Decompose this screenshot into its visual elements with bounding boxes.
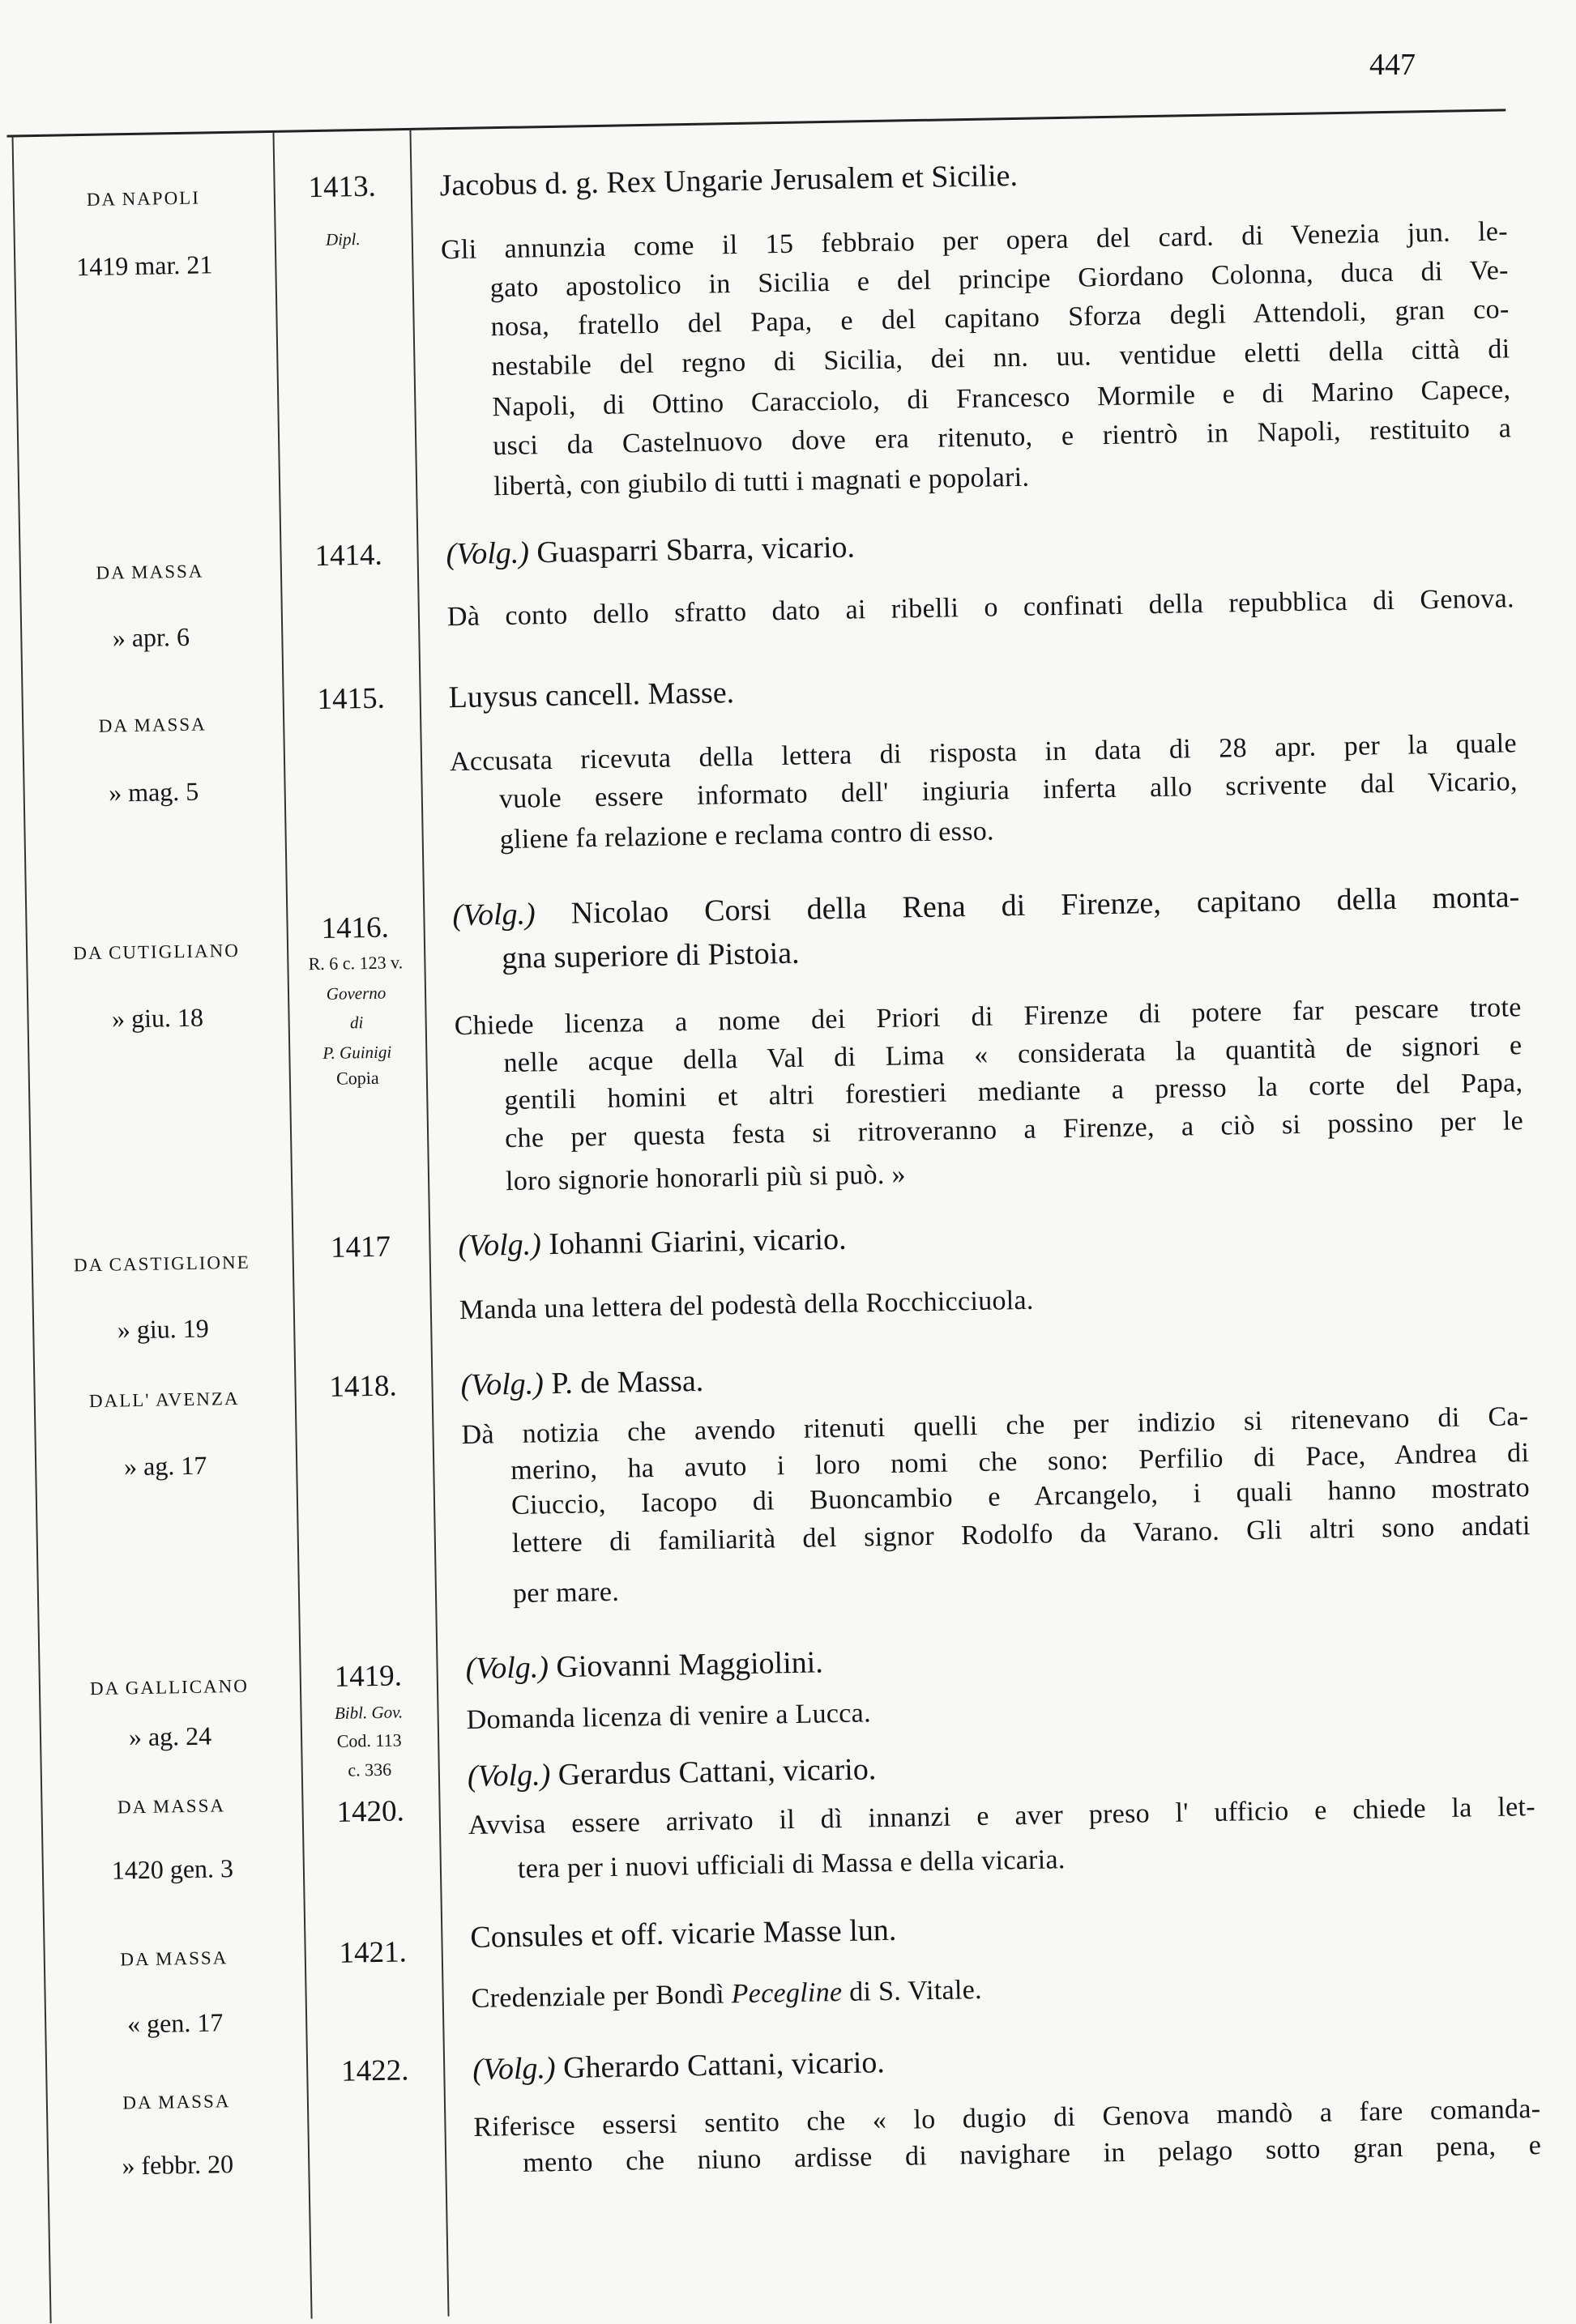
column-divider-date: [272, 132, 312, 2319]
column-divider-left: [12, 136, 52, 2323]
entry-reference: Cod. 113: [336, 1729, 402, 1751]
entry-header: [446, 527, 855, 574]
entry-date: » ag. 24: [128, 1721, 212, 1752]
entry-text-line: per mare.: [512, 1576, 620, 1610]
entry-number: 1416.: [321, 910, 390, 946]
entry-text-line: Ciuccio, Iacopo di Buoncambio e Arcangelo, i quali hanno mostrato: [510, 1473, 1531, 1521]
entry-place: DA MASSA: [98, 714, 207, 736]
entry-header-name: Nicolao Corsi della Rena di Firenze, capitano della monta-: [570, 880, 1520, 931]
entry-text-line: Gli annunzia come il 15 febbraio per opera del card. di Venezia jun. le-: [440, 216, 1509, 266]
entry-place: DA CUTIGLIANO: [73, 940, 241, 964]
entry-date: 1420 gen. 3: [111, 1853, 234, 1885]
entry-text-line: Riferisce essersi sentito che « lo dugio di Genova mandò a fare comanda-: [473, 2093, 1541, 2143]
entry-text-line: Manda una lettera del podestà della Rocchicciuola.: [459, 1285, 1034, 1326]
entry-header-name: Giovanni Maggiolini.: [556, 1645, 824, 1685]
entry-text-line: Accusata ricevuta della lettera di risposta in data di 28 apr. per la quale: [449, 728, 1518, 778]
entry-text-line: usci da Castelnuovo dove era ritenuto, e rientrò in Napoli, restituito a: [492, 413, 1512, 462]
entry-text-line: vuole essere informato dell' ingiuria inferta allo scrivente dal Vicario,: [498, 766, 1518, 815]
header-rule: [6, 109, 1506, 137]
entry-header: Jacobus d. g. Rex Ungarie Jerusalem et Sicilie.: [439, 158, 1019, 203]
entry-reference: Governo: [326, 983, 387, 1004]
entry-text-line: Chiede licenza a nome dei Priori di Firenze di potere far pescare trote: [454, 992, 1522, 1042]
entry-place: DA GALLICANO: [89, 1675, 250, 1699]
entry-place: DA NAPOLI: [86, 187, 201, 210]
entry-number: 1417: [330, 1230, 391, 1264]
entry-header-name: Gerardus Cattani, vicario.: [557, 1752, 877, 1793]
entry-text-line: gliene fa relazione e reclama contro di esso.: [499, 816, 995, 855]
column-divider-number: [409, 130, 449, 2317]
entry-text-line: Dà conto dello sfratto dato ai ribelli o confinati della repubblica di Genova.: [446, 583, 1515, 633]
entry-number: 1419.: [334, 1659, 403, 1694]
entry-reference: di: [349, 1013, 364, 1033]
entry-text-line: Napoli, di Ottino Caracciolo, di Francesco Mormile e di Marino Capece,: [492, 374, 1511, 423]
entry-header: [472, 2043, 885, 2089]
volg-label: (Volg.): [452, 897, 536, 933]
entry-text-line: Avvisa essere arrivato il dì innanzi e aver preso l' ufficio e chiede la let-: [468, 1792, 1536, 1841]
entry-header: [465, 1643, 823, 1688]
entry-date: » ag. 17: [123, 1450, 207, 1482]
entry-header-name: Gherardo Cattani, vicario.: [562, 2045, 886, 2086]
entry-text-line: che per questa festa si ritroveranno a Firenze, a ciò si possino per le: [504, 1106, 1524, 1154]
page-number: 447: [1369, 48, 1416, 82]
entry-number: 1414.: [314, 538, 383, 574]
entry-number: 1418.: [329, 1369, 397, 1404]
entry-header-name: Guasparri Sbarra, vicario.: [536, 530, 856, 570]
entry-number: 1420.: [336, 1794, 405, 1829]
entry-place: DA MASSA: [120, 1947, 228, 1970]
entry-text-line: gentili homini et altri forestieri mediante a presso la corte del Papa,: [504, 1068, 1523, 1116]
entry-date: » apr. 6: [112, 621, 190, 653]
entry-place: DA CASTIGLIONE: [73, 1252, 250, 1276]
text-part: Credenziale per Bondì: [471, 1979, 725, 2014]
entry-text-line: lettere di familiarità del signor Rodolfo da Varano. Gli altri sono andati: [511, 1511, 1531, 1559]
entry-reference: Copia: [335, 1067, 379, 1089]
entry-number: 1413.: [308, 169, 377, 205]
entry-text-line: libertà, con giubilo di tutti i magnati e popolari.: [493, 462, 1030, 502]
volg-label: (Volg.): [467, 1758, 551, 1794]
entry-text-line: Domanda licenza di venire a Lucca.: [466, 1698, 872, 1736]
volg-label: (Volg.): [460, 1367, 545, 1403]
entry-reference: c. 336: [348, 1759, 392, 1780]
entry-date: » febbr. 20: [122, 2149, 234, 2181]
text-part-italic: Pecegline: [731, 1976, 843, 2010]
entry-text-line: mento che niuno ardisse di navighare in pelago sotto gran pena, e: [522, 2130, 1542, 2178]
entry-header: Consules et off. vicarie Masse lun.: [470, 1913, 897, 1955]
entry-text-line: loro signorie honorarli più si può. »: [505, 1159, 907, 1197]
entry-header: Luysus cancell. Masse.: [448, 676, 735, 715]
entry-date: « gen. 17: [126, 2007, 224, 2039]
entry-header: [458, 1220, 847, 1265]
entry-reference: P. Guinigi: [322, 1042, 392, 1063]
entry-header-name: P. de Massa.: [550, 1363, 704, 1401]
entry-date: » giu. 19: [117, 1313, 209, 1345]
text-part: di S. Vitale.: [848, 1974, 983, 2007]
entry-text-line: Dà notizia che avendo ritenuti quelli che per indizio si ritenevano di Ca-: [461, 1401, 1529, 1451]
entry-place: DA MASSA: [96, 561, 204, 583]
entry-header: [468, 1750, 877, 1796]
entry-reference: Dipl.: [325, 229, 361, 249]
entry-text-line: nestabile del regno di Sicilia, dei nn. uu. ventidue eletti della città di: [491, 334, 1510, 382]
entry-text-line: merino, ha avuto i loro nomi che sono: Perfilio di Pace, Andrea di: [510, 1438, 1530, 1486]
volg-label: (Volg.): [446, 535, 530, 572]
entry-place: DALL' AVENZA: [88, 1388, 240, 1412]
entry-date: » mag. 5: [108, 776, 199, 808]
entry-date: 1419 mar. 21: [76, 249, 213, 282]
entry-number: 1415.: [317, 681, 386, 717]
entry-reference: Bibl. Gov.: [334, 1702, 404, 1723]
volg-label: (Volg.): [458, 1227, 542, 1264]
entry-number: 1422.: [340, 2053, 409, 2088]
entry-text-line: [471, 1961, 1539, 2019]
entry-place: DA MASSA: [122, 2091, 231, 2113]
entry-header-continuation: gna superiore di Pistoia.: [501, 936, 800, 976]
entry-header-name: Iohanni Giarini, vicario.: [548, 1222, 847, 1262]
entry-reference: R. 6 c. 123 v.: [308, 952, 404, 974]
entry-header: [460, 1362, 704, 1405]
volg-label: (Volg.): [465, 1650, 549, 1686]
entry-text-line: nosa, fratello del Papa, e del capitano Sforza degli Attendoli, gran co-: [490, 294, 1510, 343]
entry-text-line: gato apostolico in Sicilia e del principe Giordano Colonna, duca di Ve-: [489, 255, 1510, 304]
volg-label: (Volg.): [472, 2051, 556, 2087]
entry-text-line: tera per i nuovi ufficiali di Massa e della vicaria.: [517, 1844, 1066, 1884]
entry-number: 1421.: [339, 1935, 408, 1970]
entry-date: » giu. 18: [111, 1002, 204, 1034]
entry-text-line: nelle acque della Val di Lima « considerata la quantità de signori e: [503, 1030, 1523, 1079]
entry-place: DA MASSA: [117, 1795, 226, 1818]
